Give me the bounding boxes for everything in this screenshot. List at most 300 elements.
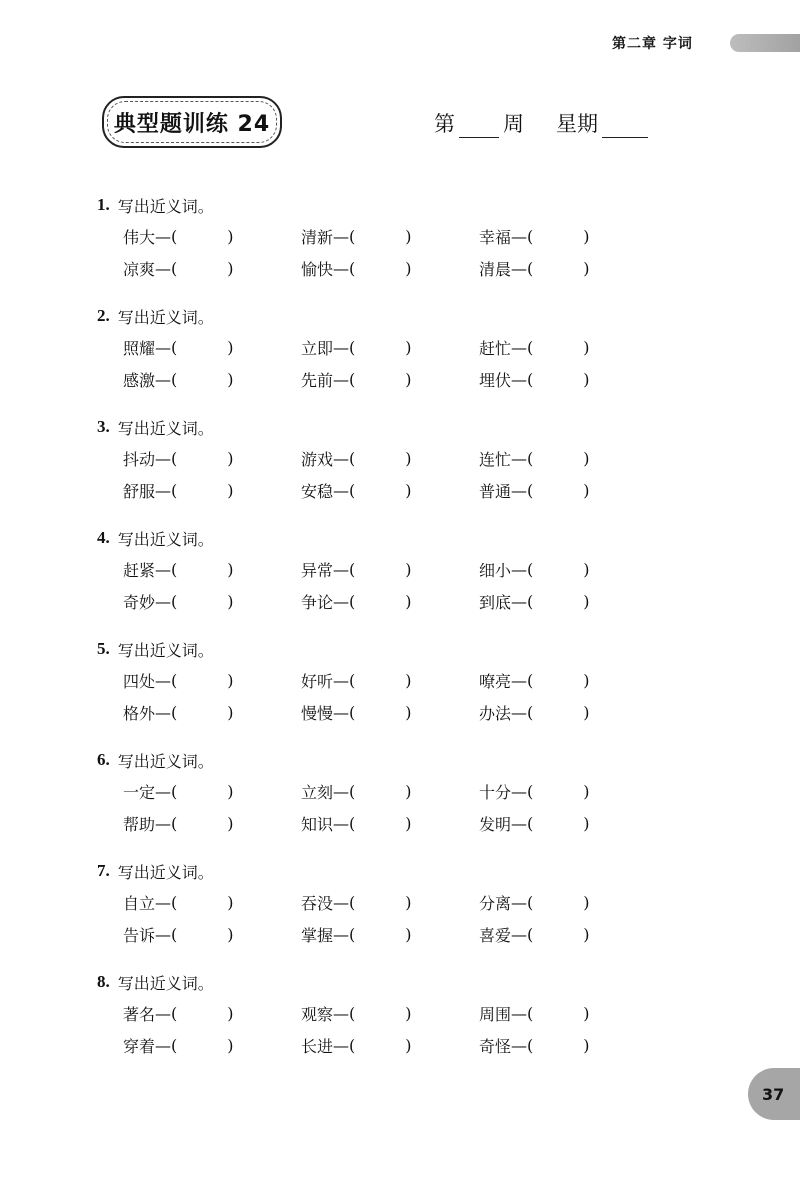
word: 清晨 [479, 259, 512, 279]
exercise-instruction: 写出近义词。 [117, 640, 214, 660]
dash: — [155, 1003, 172, 1023]
exercise-instruction: 写出近义词。 [117, 196, 214, 216]
synonym-item [479, 1034, 657, 1057]
open-paren: ( [349, 781, 356, 801]
week-suffix: 周 [503, 112, 524, 136]
open-paren: ( [349, 670, 356, 690]
word-row [97, 553, 657, 585]
synonym-item [479, 590, 657, 613]
close-paren: ) [405, 591, 412, 611]
synonym-item [479, 923, 657, 946]
dash: — [511, 258, 528, 278]
synonym-item [123, 368, 301, 391]
chapter-header [612, 28, 800, 58]
exercise-1 [97, 190, 657, 301]
word: 愉快 [301, 259, 334, 279]
word: 慢慢 [301, 703, 334, 723]
close-paren: ) [583, 337, 590, 357]
open-paren: ( [349, 337, 356, 357]
word: 分离 [479, 893, 512, 913]
page-title: 典型题训练 24 [113, 111, 271, 137]
word: 周围 [479, 1004, 512, 1024]
dash: — [155, 924, 172, 944]
dash: — [511, 1003, 528, 1023]
close-paren: ) [227, 924, 234, 944]
open-paren: ( [171, 813, 178, 833]
close-paren: ) [405, 226, 412, 246]
dash: — [511, 559, 528, 579]
open-paren: ( [171, 369, 178, 389]
synonym-item [123, 336, 301, 359]
close-paren: ) [583, 591, 590, 611]
dash: — [511, 448, 528, 468]
word-row [97, 220, 657, 252]
dash: — [511, 892, 528, 912]
word: 一定 [123, 782, 156, 802]
open-paren: ( [171, 480, 178, 500]
exercise-heading [97, 523, 657, 553]
close-paren: ) [227, 1003, 234, 1023]
close-paren: ) [227, 226, 234, 246]
word: 格外 [123, 703, 156, 723]
dash: — [155, 559, 172, 579]
dash: — [333, 591, 350, 611]
dash: — [155, 781, 172, 801]
close-paren: ) [583, 226, 590, 246]
close-paren: ) [227, 813, 234, 833]
close-paren: ) [583, 702, 590, 722]
dash: — [155, 480, 172, 500]
word-row [97, 252, 657, 284]
word: 观察 [301, 1004, 334, 1024]
dash: — [511, 924, 528, 944]
word-row [97, 363, 657, 395]
open-paren: ( [527, 1003, 534, 1023]
exercise-heading [97, 745, 657, 775]
chapter-tab-bar [730, 34, 800, 52]
synonym-item [301, 447, 479, 470]
close-paren: ) [405, 702, 412, 722]
close-paren: ) [227, 702, 234, 722]
exercise-instruction: 写出近义词。 [117, 307, 214, 327]
open-paren: ( [171, 1003, 178, 1023]
open-paren: ( [527, 258, 534, 278]
open-paren: ( [527, 892, 534, 912]
word: 清新 [301, 227, 334, 247]
exercise-instruction: 写出近义词。 [117, 418, 214, 438]
dash: — [333, 559, 350, 579]
exercise-list [97, 190, 657, 1078]
synonym-item [123, 669, 301, 692]
close-paren: ) [227, 1035, 234, 1055]
synonym-item [301, 780, 479, 803]
close-paren: ) [227, 480, 234, 500]
dash: — [333, 226, 350, 246]
synonym-item [123, 923, 301, 946]
open-paren: ( [349, 591, 356, 611]
word-row [97, 585, 657, 617]
synonym-item [479, 669, 657, 692]
close-paren: ) [405, 813, 412, 833]
close-paren: ) [405, 559, 412, 579]
close-paren: ) [405, 337, 412, 357]
synonym-item [479, 891, 657, 914]
open-paren: ( [171, 258, 178, 278]
open-paren: ( [527, 337, 534, 357]
close-paren: ) [583, 670, 590, 690]
open-paren: ( [171, 670, 178, 690]
open-paren: ( [171, 226, 178, 246]
open-paren: ( [171, 781, 178, 801]
synonym-item [479, 257, 657, 280]
close-paren: ) [227, 369, 234, 389]
synonym-item [123, 479, 301, 502]
open-paren: ( [349, 892, 356, 912]
exercise-instruction: 写出近义词。 [117, 529, 214, 549]
close-paren: ) [405, 258, 412, 278]
word: 嘹亮 [479, 671, 512, 691]
close-paren: ) [405, 892, 412, 912]
synonym-item [123, 780, 301, 803]
word-row [97, 1029, 657, 1061]
word: 长进 [301, 1036, 334, 1056]
open-paren: ( [171, 1035, 178, 1055]
close-paren: ) [583, 813, 590, 833]
synonym-item [479, 368, 657, 391]
word: 奇怪 [479, 1036, 512, 1056]
exercise-heading [97, 301, 657, 331]
exercise-instruction: 写出近义词。 [117, 751, 214, 771]
word: 赶紧 [123, 560, 156, 580]
synonym-item [123, 257, 301, 280]
open-paren: ( [349, 702, 356, 722]
word: 掌握 [301, 925, 334, 945]
word: 争论 [301, 592, 334, 612]
dash: — [155, 813, 172, 833]
dash: — [333, 1003, 350, 1023]
word-row [97, 696, 657, 728]
exercise-number: 2. [97, 306, 110, 325]
dash: — [511, 781, 528, 801]
dash: — [511, 702, 528, 722]
dash: — [155, 258, 172, 278]
synonym-item [123, 225, 301, 248]
synonym-item [301, 558, 479, 581]
word: 知识 [301, 814, 334, 834]
synonym-item [479, 558, 657, 581]
word-row [97, 331, 657, 363]
synonym-item [301, 368, 479, 391]
exercise-heading [97, 190, 657, 220]
open-paren: ( [171, 559, 178, 579]
open-paren: ( [527, 591, 534, 611]
exercise-3 [97, 412, 657, 523]
word: 普通 [479, 481, 512, 501]
word: 发明 [479, 814, 512, 834]
close-paren: ) [405, 448, 412, 468]
dash: — [333, 924, 350, 944]
dash: — [155, 226, 172, 246]
open-paren: ( [527, 448, 534, 468]
word-row [97, 997, 657, 1029]
close-paren: ) [405, 480, 412, 500]
dash: — [333, 258, 350, 278]
open-paren: ( [349, 226, 356, 246]
open-paren: ( [349, 480, 356, 500]
exercise-heading [97, 856, 657, 886]
close-paren: ) [583, 1003, 590, 1023]
open-paren: ( [527, 559, 534, 579]
dash: — [333, 702, 350, 722]
close-paren: ) [583, 369, 590, 389]
exercise-8 [97, 967, 657, 1078]
close-paren: ) [405, 670, 412, 690]
dash: — [511, 480, 528, 500]
word: 游戏 [301, 449, 334, 469]
close-paren: ) [227, 892, 234, 912]
dash: — [155, 591, 172, 611]
dash: — [333, 480, 350, 500]
word: 伟大 [123, 227, 156, 247]
word: 喜爱 [479, 925, 512, 945]
close-paren: ) [583, 480, 590, 500]
word: 帮助 [123, 814, 156, 834]
dash: — [511, 1035, 528, 1055]
synonym-item [301, 701, 479, 724]
word-row [97, 807, 657, 839]
dash: — [511, 670, 528, 690]
synonym-item [301, 257, 479, 280]
dash: — [333, 337, 350, 357]
word: 抖动 [123, 449, 156, 469]
page-number: 37 [762, 1084, 785, 1104]
word: 四处 [123, 671, 156, 691]
dash: — [333, 781, 350, 801]
open-paren: ( [527, 924, 534, 944]
dash: — [155, 702, 172, 722]
dash: — [511, 813, 528, 833]
close-paren: ) [227, 258, 234, 278]
weekday-label: 星期 [556, 112, 598, 136]
dash: — [155, 337, 172, 357]
dash: — [333, 813, 350, 833]
word: 幸福 [479, 227, 512, 247]
title-frame [102, 96, 282, 148]
week-day-line [434, 104, 648, 138]
synonym-item [123, 447, 301, 470]
word: 十分 [479, 782, 512, 802]
exercise-5 [97, 634, 657, 745]
word: 感激 [123, 370, 156, 390]
exercise-number: 1. [97, 195, 110, 214]
dash: — [511, 226, 528, 246]
synonym-item [479, 701, 657, 724]
dash: — [511, 369, 528, 389]
chapter-title: 第二章 字词 [612, 36, 693, 52]
close-paren: ) [227, 781, 234, 801]
word-row [97, 886, 657, 918]
word: 立刻 [301, 782, 334, 802]
week-blank[interactable] [459, 111, 499, 138]
close-paren: ) [227, 591, 234, 611]
dash: — [155, 369, 172, 389]
close-paren: ) [583, 924, 590, 944]
synonym-item [123, 701, 301, 724]
dash: — [333, 1035, 350, 1055]
exercise-number: 7. [97, 861, 110, 880]
word: 穿着 [123, 1036, 156, 1056]
open-paren: ( [527, 226, 534, 246]
open-paren: ( [171, 337, 178, 357]
exercise-number: 3. [97, 417, 110, 436]
exercise-instruction: 写出近义词。 [117, 862, 214, 882]
open-paren: ( [171, 924, 178, 944]
dash: — [333, 670, 350, 690]
word-row [97, 918, 657, 950]
open-paren: ( [349, 1035, 356, 1055]
dash: — [155, 1035, 172, 1055]
synonym-item [301, 590, 479, 613]
exercise-number: 5. [97, 639, 110, 658]
synonym-item [123, 812, 301, 835]
word: 告诉 [123, 925, 156, 945]
open-paren: ( [349, 448, 356, 468]
synonym-item [123, 590, 301, 613]
word-row [97, 442, 657, 474]
open-paren: ( [171, 702, 178, 722]
close-paren: ) [227, 448, 234, 468]
open-paren: ( [349, 258, 356, 278]
exercise-number: 4. [97, 528, 110, 547]
synonym-item [301, 1034, 479, 1057]
weekday-blank[interactable] [602, 111, 648, 138]
synonym-item [479, 336, 657, 359]
word: 连忙 [479, 449, 512, 469]
exercise-heading [97, 967, 657, 997]
word: 办法 [479, 703, 512, 723]
open-paren: ( [171, 892, 178, 912]
close-paren: ) [583, 1035, 590, 1055]
close-paren: ) [227, 337, 234, 357]
synonym-item [123, 558, 301, 581]
word: 好听 [301, 671, 334, 691]
exercise-heading [97, 634, 657, 664]
exercise-6 [97, 745, 657, 856]
page-number-tab [748, 1068, 800, 1120]
dash: — [155, 448, 172, 468]
close-paren: ) [583, 559, 590, 579]
synonym-item [123, 1002, 301, 1025]
close-paren: ) [405, 1003, 412, 1023]
synonym-item [479, 780, 657, 803]
exercise-4 [97, 523, 657, 634]
close-paren: ) [405, 369, 412, 389]
open-paren: ( [349, 813, 356, 833]
word: 舒服 [123, 481, 156, 501]
open-paren: ( [527, 1035, 534, 1055]
open-paren: ( [349, 559, 356, 579]
synonym-item [301, 891, 479, 914]
synonym-item [301, 479, 479, 502]
synonym-item [301, 1002, 479, 1025]
word: 照耀 [123, 338, 156, 358]
word: 埋伏 [479, 370, 512, 390]
word: 凉爽 [123, 259, 156, 279]
dash: — [155, 892, 172, 912]
word: 著名 [123, 1004, 156, 1024]
dash: — [155, 670, 172, 690]
word-row [97, 775, 657, 807]
dash: — [333, 892, 350, 912]
word: 异常 [301, 560, 334, 580]
word: 奇妙 [123, 592, 156, 612]
synonym-item [301, 225, 479, 248]
open-paren: ( [527, 702, 534, 722]
close-paren: ) [405, 1035, 412, 1055]
synonym-item [123, 891, 301, 914]
close-paren: ) [227, 559, 234, 579]
word: 安稳 [301, 481, 334, 501]
close-paren: ) [405, 781, 412, 801]
synonym-item [301, 669, 479, 692]
close-paren: ) [583, 781, 590, 801]
close-paren: ) [583, 258, 590, 278]
exercise-instruction: 写出近义词。 [117, 973, 214, 993]
open-paren: ( [349, 1003, 356, 1023]
synonym-item [479, 225, 657, 248]
dash: — [511, 591, 528, 611]
dash: — [333, 369, 350, 389]
dash: — [333, 448, 350, 468]
word: 赶忙 [479, 338, 512, 358]
synonym-item [479, 447, 657, 470]
open-paren: ( [171, 448, 178, 468]
synonym-item [301, 336, 479, 359]
open-paren: ( [527, 781, 534, 801]
exercise-number: 8. [97, 972, 110, 991]
word: 到底 [479, 592, 512, 612]
open-paren: ( [527, 670, 534, 690]
exercise-number: 6. [97, 750, 110, 769]
synonym-item [479, 812, 657, 835]
open-paren: ( [527, 480, 534, 500]
dash: — [511, 337, 528, 357]
open-paren: ( [171, 591, 178, 611]
word: 立即 [301, 338, 334, 358]
close-paren: ) [405, 924, 412, 944]
exercise-7 [97, 856, 657, 967]
word: 吞没 [301, 893, 334, 913]
synonym-item [301, 812, 479, 835]
close-paren: ) [583, 448, 590, 468]
synonym-item [479, 1002, 657, 1025]
week-prefix: 第 [434, 112, 455, 136]
word: 先前 [301, 370, 334, 390]
word-row [97, 664, 657, 696]
word: 自立 [123, 893, 156, 913]
close-paren: ) [227, 670, 234, 690]
open-paren: ( [527, 813, 534, 833]
exercise-2 [97, 301, 657, 412]
open-paren: ( [349, 924, 356, 944]
synonym-item [479, 479, 657, 502]
exercise-heading [97, 412, 657, 442]
synonym-item [301, 923, 479, 946]
close-paren: ) [583, 892, 590, 912]
word-row [97, 474, 657, 506]
synonym-item [123, 1034, 301, 1057]
open-paren: ( [527, 369, 534, 389]
